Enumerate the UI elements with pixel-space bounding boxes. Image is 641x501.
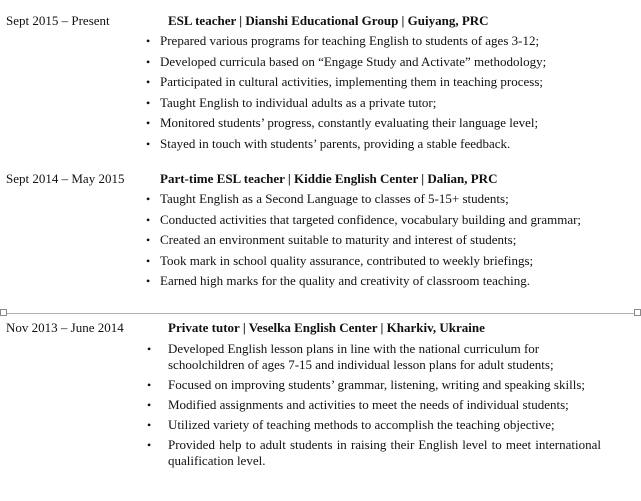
list-item <box>147 341 601 373</box>
bullet-icon: • <box>146 192 151 206</box>
entry-title: Part-time ESL teacher | Kiddie English Center | Dalian, PRC <box>160 171 498 186</box>
bullet-text: Monitored students’ progress, constantly evaluating their language level; <box>160 115 539 130</box>
bullet-text: Taught English as a Second Language to classes of 5-15+ students; <box>160 191 509 206</box>
entry-title: Private tutor | Veselka English Center | Kharkiv, Ukraine <box>168 320 485 335</box>
bullet-text: Provided help to adult students in raising their English level to meet international qualification level. <box>168 437 601 468</box>
list-item <box>146 273 600 289</box>
entry-dates: Nov 2013 – June 2014 <box>6 320 124 335</box>
entry-title: ESL teacher | Dianshi Educational Group | Guiyang, PRC <box>168 13 489 28</box>
bullet-icon: • <box>147 438 152 452</box>
bullet-icon: • <box>147 418 152 432</box>
bullet-text: Stayed in touch with students’ parents, providing a stable feedback. <box>160 135 511 151</box>
bullet-icon: • <box>147 342 152 356</box>
bullet-text: Focused on improving students’ grammar, listening, writing and speaking skills; <box>168 377 585 392</box>
list-item <box>147 377 601 393</box>
bullet-text: Took mark in school quality assurance, contributed to weekly briefings; <box>160 252 534 268</box>
entry-bullet-list <box>147 341 601 473</box>
row-resize-handle-right[interactable] <box>634 309 641 316</box>
list-item <box>146 74 600 90</box>
bullet-text: Participated in cultural activities, implementing them in teaching process; <box>160 74 544 89</box>
table-row-divider[interactable] <box>0 313 641 314</box>
bullet-text: Conducted activities that targeted confidence, vocabulary building and grammar; <box>160 211 582 227</box>
row-resize-handle-left[interactable] <box>0 309 7 316</box>
list-item <box>146 232 600 248</box>
list-item <box>146 115 600 131</box>
bullet-text: Developed English lesson plans in line with the national curriculum for schoolchildren of ages 7-15 and individual lesson plans for adult students; <box>168 341 554 372</box>
bullet-icon: • <box>147 398 152 412</box>
bullet-icon: • <box>146 274 151 288</box>
bullet-icon: • <box>146 116 151 130</box>
entry-dates: Sept 2014 – May 2015 <box>6 171 125 186</box>
list-item <box>146 191 600 207</box>
list-item <box>146 94 600 111</box>
bullet-icon: • <box>146 34 151 48</box>
list-item <box>146 211 600 228</box>
list-item <box>147 417 601 433</box>
bullet-text: Developed curricula based on “Engage Study and Activate” methodology; <box>160 53 547 69</box>
bullet-icon: • <box>146 253 151 268</box>
bullet-icon: • <box>146 233 151 247</box>
bullet-icon: • <box>146 95 151 110</box>
bullet-icon: • <box>146 136 151 151</box>
entry-bullet-list <box>146 33 600 156</box>
bullet-text: Taught English to individual adults as a private tutor; <box>160 94 437 110</box>
bullet-text: Earned high marks for the quality and creativity of classroom teaching. <box>160 273 531 288</box>
bullet-icon: • <box>147 378 152 392</box>
bullet-icon: • <box>146 75 151 89</box>
bullet-text: Modified assignments and activities to meet the needs of individual students; <box>168 397 569 412</box>
list-item <box>147 397 601 413</box>
bullet-icon: • <box>146 54 151 69</box>
list-item <box>146 53 600 70</box>
list-item <box>146 33 600 49</box>
bullet-text: Created an environment suitable to maturity and interest of students; <box>160 232 517 247</box>
list-item <box>147 437 601 469</box>
bullet-text: Utilized variety of teaching methods to accomplish the teaching objective; <box>168 417 555 432</box>
entry-dates: Sept 2015 – Present <box>6 13 110 28</box>
list-item <box>146 135 600 152</box>
list-item <box>146 252 600 269</box>
bullet-icon: • <box>146 212 151 227</box>
bullet-text: Prepared various programs for teaching English to students of ages 3-12; <box>160 33 540 48</box>
entry-bullet-list <box>146 191 600 294</box>
